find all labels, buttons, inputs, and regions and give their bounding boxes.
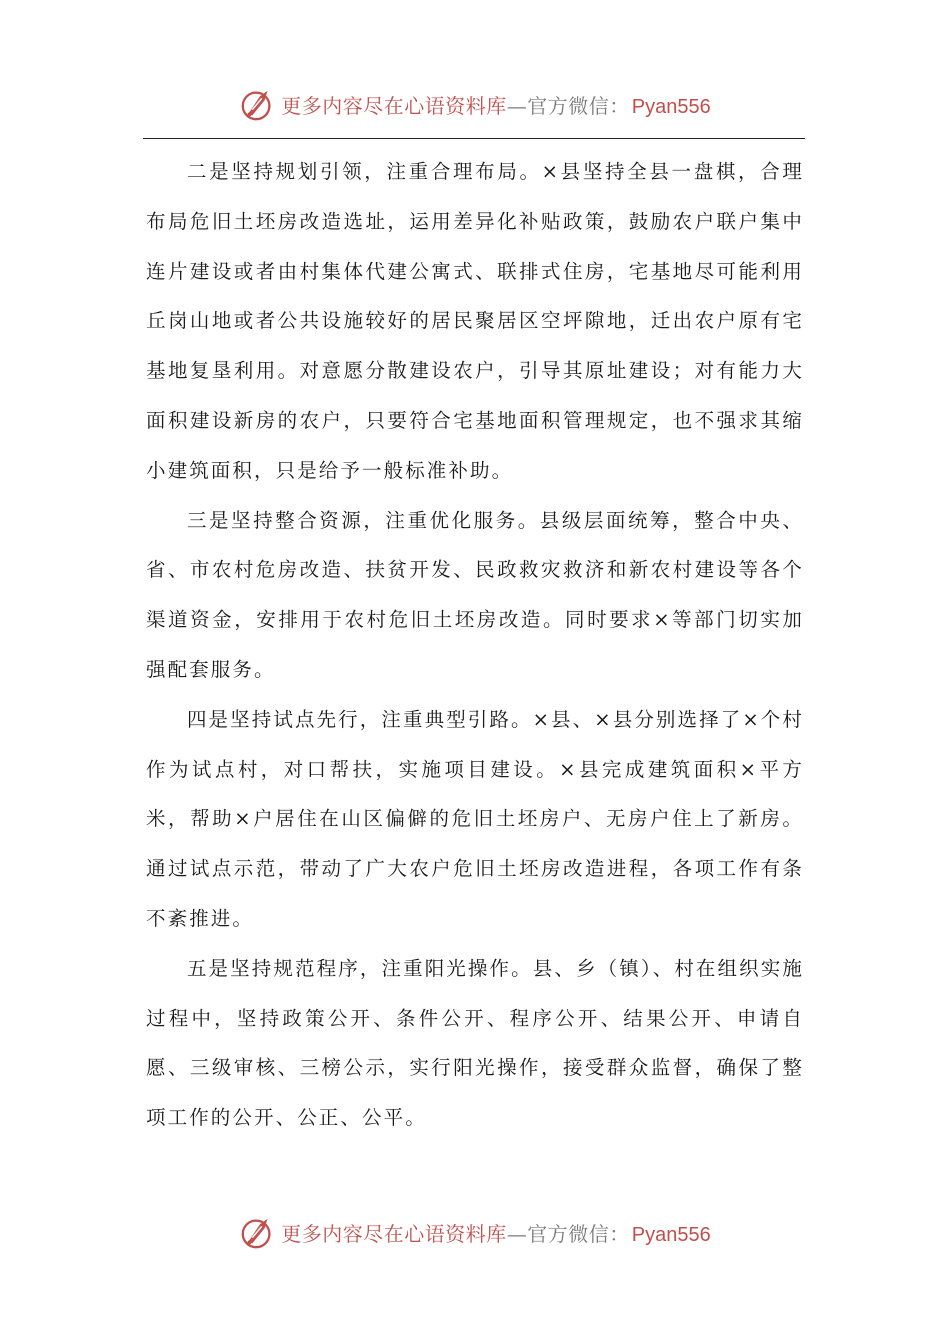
header-banner bbox=[0, 82, 950, 126]
footer-wechat-handle: Pyan556 bbox=[631, 1223, 711, 1246]
footer-text bbox=[281, 1218, 710, 1247]
document-body bbox=[146, 147, 804, 1143]
header-divider bbox=[143, 138, 805, 139]
header-wechat-handle: Pyan556 bbox=[631, 95, 711, 118]
header-text bbox=[281, 90, 710, 119]
paragraph-resources: 三是坚持整合资源，注重优化服务。县级层面统筹，整合中央、省、市农村危房改造、扶贫开发、民政救灾救济和新农村建设等各个渠道资金，安排用于农村危旧土坯房改造。同时要求×等部门切实加强配套服务。 bbox=[146, 508, 804, 681]
paragraph-pilot: 四是坚持试点先行，注重典型引路。×县、×县分别选择了×个村作为试点村，对口帮扶，实施项目建设。×县完成建筑面积×平方米，帮助×户居住在山区偏僻的危旧土坯房户、无房户住上了新房。通过试点示范，带动了广大农户危旧土坯房改造进程，各项工作有条不紊推进。 bbox=[146, 707, 804, 930]
header-secondary-text: —官方微信： bbox=[506, 93, 630, 118]
paragraph-procedure: 五是坚持规范程序，注重阳光操作。县、乡（镇）、村在组织实施过程中，坚持政策公开、条件公开、程序公开、结果公开、申请自愿、三级审核、三榜公示，实行阳光操作，接受群众监督，确保了整项工作的公开、公正、公平。 bbox=[146, 956, 804, 1130]
footer-primary-text: 更多内容尽在心语资料库 bbox=[281, 1221, 507, 1246]
paragraph-planning: 二是坚持规划引领，注重合理布局。×县坚持全县一盘棋，合理布局危旧土坯房改造选址，运用差异化补贴政策，鼓励农户联户集中连片建设或者由村集体代建公寓式、联排式住房，宅基地尽可能利用丘岗山地或者公共设施较好的居民聚居区空坪隙地，迁出农户原有宅基地复垦利用。对意愿分散建设农户，引导其原址建设；对有能力大面积建设新房的农户，只要符合宅基地面积管理规定，也不强求其缩小建筑面积，只是给予一般标准补助。 bbox=[146, 160, 804, 482]
header-primary-text: 更多内容尽在心语资料库 bbox=[281, 93, 507, 118]
footer-secondary-text: —官方微信： bbox=[506, 1221, 630, 1246]
pen-nib-circle-icon bbox=[239, 1213, 277, 1251]
footer-banner bbox=[0, 1210, 950, 1254]
pen-nib-circle-icon bbox=[239, 85, 277, 123]
